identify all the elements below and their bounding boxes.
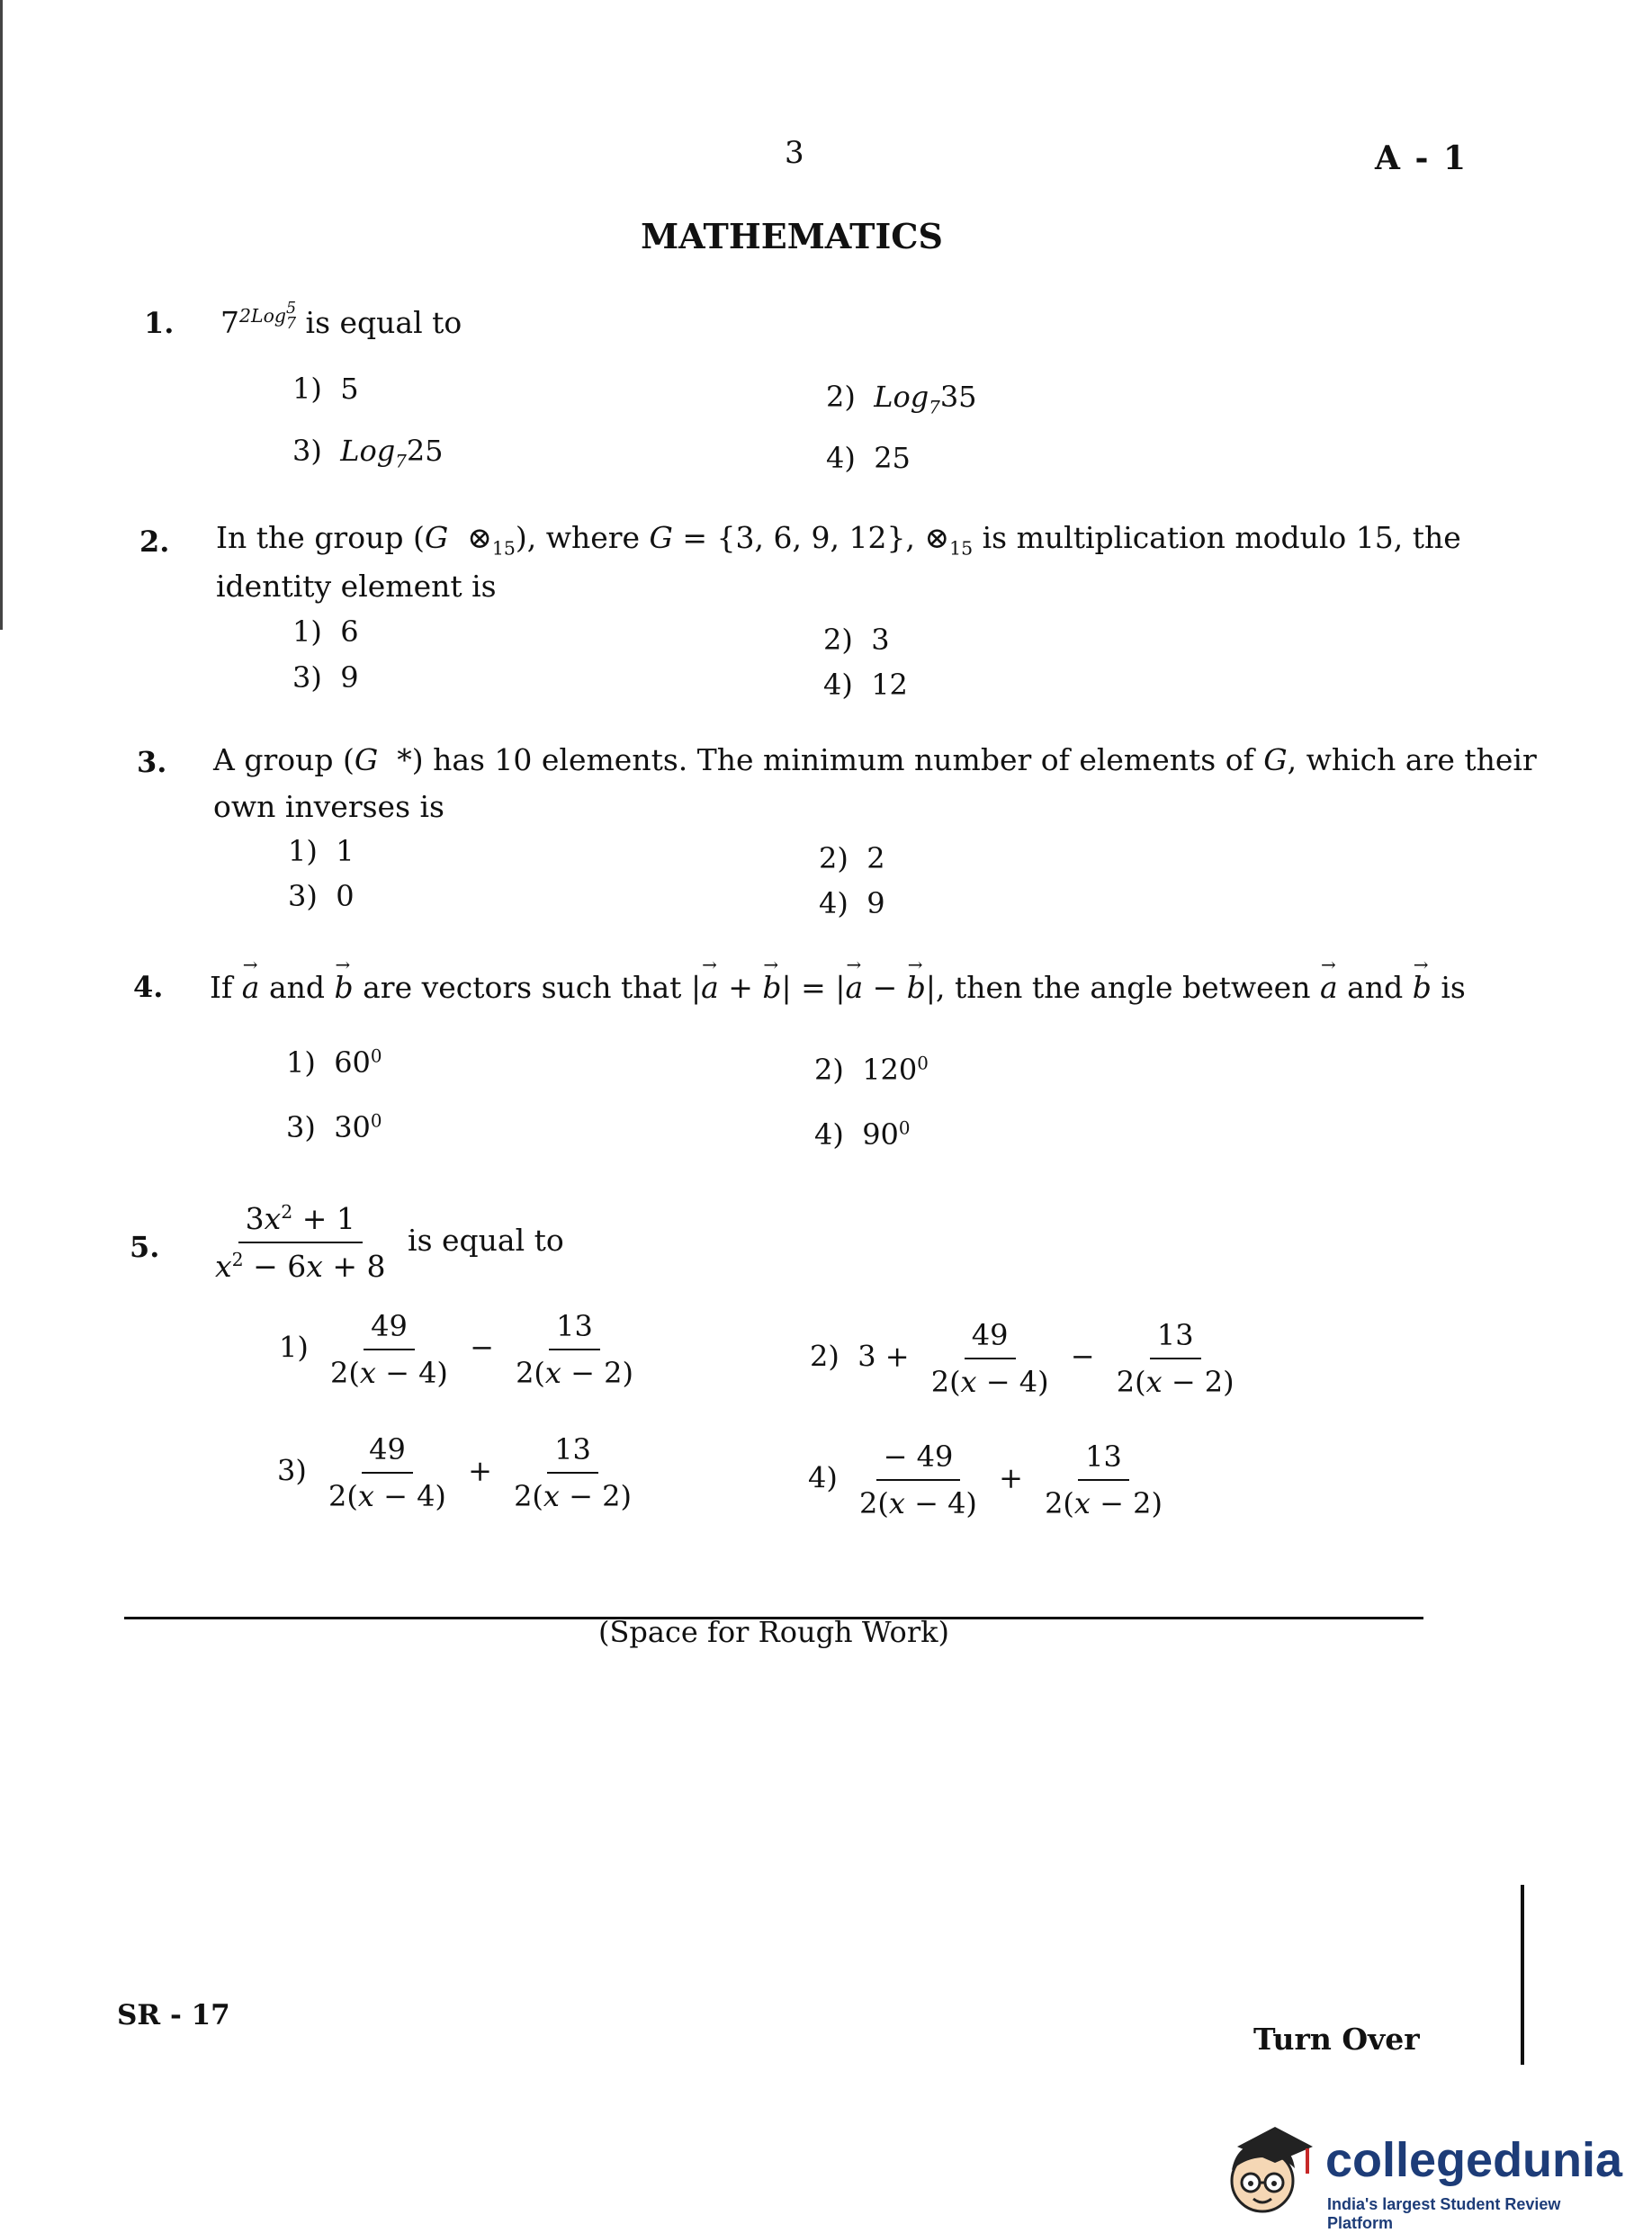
margin-bar (1521, 1885, 1524, 2065)
operator-sign: − (1070, 1339, 1095, 1374)
q4-text: If (210, 970, 233, 1005)
q2-operator-mod: 15 (491, 537, 516, 560)
term: − 6 (243, 1249, 307, 1284)
q1-suffix: is equal to (305, 304, 462, 340)
option-fraction-a (323, 1309, 455, 1390)
power: 2 (281, 1201, 293, 1223)
question-1-number: 1. (144, 306, 175, 340)
q3-option-1[interactable] (288, 834, 355, 868)
q4-text: are vectors such that (363, 970, 682, 1005)
option-log-base: 7 (395, 451, 407, 472)
minus-sign: − (872, 970, 898, 1005)
option-label: 3) (292, 434, 322, 468)
q5-suffix: is equal to (408, 1223, 564, 1258)
denominator (507, 1474, 639, 1513)
den-text: 2( (1116, 1365, 1146, 1399)
var-x: x (215, 1249, 232, 1284)
den-text: 2( (328, 1479, 358, 1513)
q3-option-2[interactable] (819, 841, 885, 875)
footer-code: SR - 17 (117, 1999, 230, 2031)
question-5-number: 5. (130, 1230, 160, 1264)
den-text: − 2) (561, 1356, 633, 1390)
denominator (323, 1350, 455, 1390)
watermark-brand: collegedunia (1325, 2133, 1623, 2187)
numerator: − 49 (876, 1439, 961, 1481)
degree-mark: 0 (917, 1053, 929, 1074)
var-x: x (264, 1201, 282, 1236)
option-fraction-a (852, 1439, 984, 1520)
option-text: 5 (340, 372, 359, 406)
mascot-icon (1219, 2116, 1318, 2224)
den-text: 2( (1045, 1486, 1074, 1520)
option-fraction-b (1037, 1439, 1170, 1520)
option-text: 9 (866, 886, 885, 920)
option-log: Log (340, 434, 396, 468)
option-label: 4) (819, 886, 848, 920)
option-label: 2) (819, 841, 848, 875)
q3-stem-line2: own inverses is (213, 789, 444, 824)
option-log-base: 7 (929, 397, 940, 418)
question-5-stem (202, 1201, 564, 1284)
q5-numerator (238, 1201, 363, 1243)
q1-option-3[interactable] (292, 434, 444, 471)
q3-set-g: G (354, 742, 379, 777)
option-label: 4) (826, 441, 856, 475)
numerator: 13 (1150, 1318, 1201, 1359)
question-1-stem (220, 301, 462, 340)
term: + 8 (322, 1249, 386, 1284)
q4-text: , then the angle between (936, 970, 1311, 1005)
q2-text: is multiplication modulo 15, the (973, 520, 1461, 555)
option-text: 2 (866, 841, 885, 875)
rough-work-label: (Space for Rough Work) (598, 1615, 949, 1649)
denominator (1037, 1481, 1170, 1520)
var-x: x (888, 1486, 905, 1520)
den-text: 2( (514, 1479, 543, 1513)
page-number: 3 (785, 135, 804, 171)
den-text: − 4) (904, 1486, 977, 1520)
option-label: 4) (823, 668, 853, 702)
var-x: x (544, 1356, 561, 1390)
option-fraction-b (508, 1309, 641, 1390)
degree-mark: 0 (898, 1117, 911, 1139)
den-text: − 2) (559, 1479, 632, 1513)
vector-b: b → (762, 970, 781, 1005)
question-2-number: 2. (139, 525, 170, 559)
q2-option-4[interactable] (823, 668, 908, 702)
denominator (924, 1359, 1056, 1399)
den-text: 2( (516, 1356, 545, 1390)
q5-denominator (208, 1243, 393, 1284)
abs-bar: | (781, 970, 792, 1005)
den-text: − 2) (1162, 1365, 1235, 1399)
q4-text: is (1441, 970, 1466, 1005)
option-label: 1) (292, 614, 322, 649)
den-text: − 2) (1090, 1486, 1163, 1520)
option-label: 1) (279, 1330, 309, 1365)
q1-exp-sub: 7 (285, 315, 297, 334)
var-x: x (357, 1479, 374, 1513)
den-text: 2( (330, 1356, 360, 1390)
q3-text: ) has 10 elements. The minimum number of elements of (411, 742, 1264, 777)
option-text: 35 (939, 380, 977, 414)
denominator (1109, 1359, 1242, 1399)
coef: 3 (245, 1201, 265, 1236)
var-x: x (960, 1365, 977, 1399)
q5-option-4[interactable] (808, 1439, 1175, 1520)
denominator (852, 1481, 984, 1520)
operator-sign: + (999, 1460, 1023, 1495)
den-text: 2( (930, 1365, 961, 1399)
option-label: 4) (808, 1460, 838, 1495)
option-label: 2) (826, 380, 856, 414)
option-text: 60 (334, 1045, 371, 1080)
option-text: 0 (336, 879, 355, 913)
subject-heading: MATHEMATICS (641, 216, 943, 256)
den-text: 2( (859, 1486, 889, 1520)
vector-a: a → (242, 970, 260, 1005)
q4-text: and (268, 970, 325, 1005)
degree-mark: 0 (370, 1110, 382, 1132)
option-fraction-a (924, 1318, 1056, 1399)
q2-text: In the group ( (216, 520, 425, 555)
q3-option-4[interactable] (819, 886, 885, 920)
vector-a: a → (701, 970, 719, 1005)
numerator: 49 (364, 1309, 415, 1350)
operator-sign: − (470, 1330, 494, 1365)
abs-bar: | (925, 970, 937, 1005)
question-3-number: 3. (137, 745, 167, 779)
q3-option-3[interactable] (288, 879, 355, 913)
var-x: x (306, 1249, 323, 1284)
operator-sign: + (468, 1453, 492, 1488)
q4-text: and (1347, 970, 1404, 1005)
q2-set-g: G (649, 520, 673, 555)
power: 2 (231, 1249, 244, 1270)
q1-option-1[interactable] (292, 372, 359, 406)
numerator: 49 (362, 1432, 413, 1474)
q1-option-2[interactable] (826, 380, 977, 417)
q5-fraction (208, 1201, 393, 1284)
q1-base: 7 (220, 304, 239, 340)
denominator (321, 1474, 453, 1513)
q4-option-2[interactable] (814, 1053, 929, 1087)
option-text: 12 (871, 668, 908, 702)
option-label: 2) (823, 623, 853, 657)
numerator: 13 (549, 1309, 600, 1350)
vector-a: a → (1320, 970, 1338, 1005)
numerator: 13 (1078, 1439, 1129, 1481)
turn-over-label: Turn Over (1253, 2022, 1420, 2057)
den-text: − 4) (373, 1479, 446, 1513)
q5-option-2[interactable] (810, 1318, 1247, 1399)
q3-text: , which are their (1287, 742, 1537, 777)
option-text: 25 (406, 434, 444, 468)
q2-stem-line2: identity element is (216, 569, 497, 604)
q4-option-3[interactable] (286, 1110, 382, 1144)
plus-sign: + (728, 970, 753, 1005)
option-label: 3) (277, 1453, 307, 1488)
option-text: 30 (334, 1110, 371, 1144)
q2-text: ), where (515, 520, 650, 555)
vector-a: a → (845, 970, 863, 1005)
numerator: 49 (965, 1318, 1016, 1359)
option-label: 1) (292, 372, 322, 406)
option-text: 6 (340, 614, 359, 649)
equals-sign: = (801, 970, 826, 1005)
var-x: x (1073, 1486, 1091, 1520)
option-fraction-a (321, 1432, 453, 1513)
option-label: 3) (286, 1110, 316, 1144)
den-text: − 4) (976, 1365, 1049, 1399)
var-x: x (543, 1479, 560, 1513)
option-text: 25 (874, 441, 911, 475)
q3-operator: * (397, 742, 412, 777)
q3-text: A group ( (213, 742, 355, 777)
var-x: x (359, 1356, 376, 1390)
q2-option-1[interactable] (292, 614, 359, 649)
question-4-number: 4. (133, 970, 164, 1004)
option-label: 4) (814, 1117, 844, 1152)
option-text: 3 (871, 623, 890, 657)
watermark-tagline: India's largest Student Review Platform (1327, 2195, 1561, 2232)
numerator: 13 (547, 1432, 598, 1474)
vector-b: b → (335, 970, 354, 1005)
option-text: 120 (862, 1053, 918, 1087)
option-text: 1 (336, 834, 355, 868)
option-label: 3) (288, 879, 318, 913)
option-fraction-b (1109, 1318, 1242, 1399)
option-log: Log (874, 380, 929, 414)
option-label: 3) (292, 660, 322, 695)
q1-exp-sup: 5 (285, 300, 297, 318)
q2-set-g: G (424, 520, 449, 555)
q5-option-1[interactable] (279, 1309, 646, 1390)
q4-option-1[interactable] (286, 1045, 382, 1080)
q1-exp-main: 2Log (239, 304, 286, 327)
q2-operator-mod: 15 (949, 537, 974, 560)
degree-mark: 0 (370, 1045, 382, 1067)
question-4-stem (210, 970, 1466, 1005)
q5-option-3[interactable] (277, 1432, 644, 1513)
option-label: 2) (814, 1053, 844, 1087)
q2-option-2[interactable] (823, 623, 890, 657)
q2-set-def: = {3, 6, 9, 12}, (672, 520, 925, 555)
vector-b: b → (1413, 970, 1432, 1005)
q1-option-4[interactable] (826, 441, 911, 475)
denominator (508, 1350, 641, 1390)
paper-code: A - 1 (1375, 139, 1468, 177)
option-text: 90 (862, 1117, 899, 1152)
vector-b: b → (907, 970, 926, 1005)
abs-bar: | (690, 970, 702, 1005)
watermark-logo (1219, 2116, 1623, 2232)
page-edge-shadow (0, 0, 3, 630)
question-3-stem (213, 742, 1537, 777)
q4-option-4[interactable] (814, 1117, 911, 1152)
option-fraction-b (507, 1432, 639, 1513)
question-2-stem (216, 520, 1461, 560)
var-x: x (1145, 1365, 1163, 1399)
q2-operator: ⊗ (467, 520, 492, 555)
option-text: 9 (340, 660, 359, 695)
q3-set-g: G (1263, 742, 1288, 777)
abs-bar: | (835, 970, 846, 1005)
q2-option-3[interactable] (292, 660, 359, 695)
option-label: 1) (288, 834, 318, 868)
q2-operator: ⊗ (924, 520, 950, 555)
option-lead: 3 + (857, 1339, 910, 1374)
option-label: 2) (810, 1339, 839, 1374)
den-text: − 4) (375, 1356, 448, 1390)
option-label: 1) (286, 1045, 316, 1080)
term: + 1 (292, 1201, 355, 1236)
